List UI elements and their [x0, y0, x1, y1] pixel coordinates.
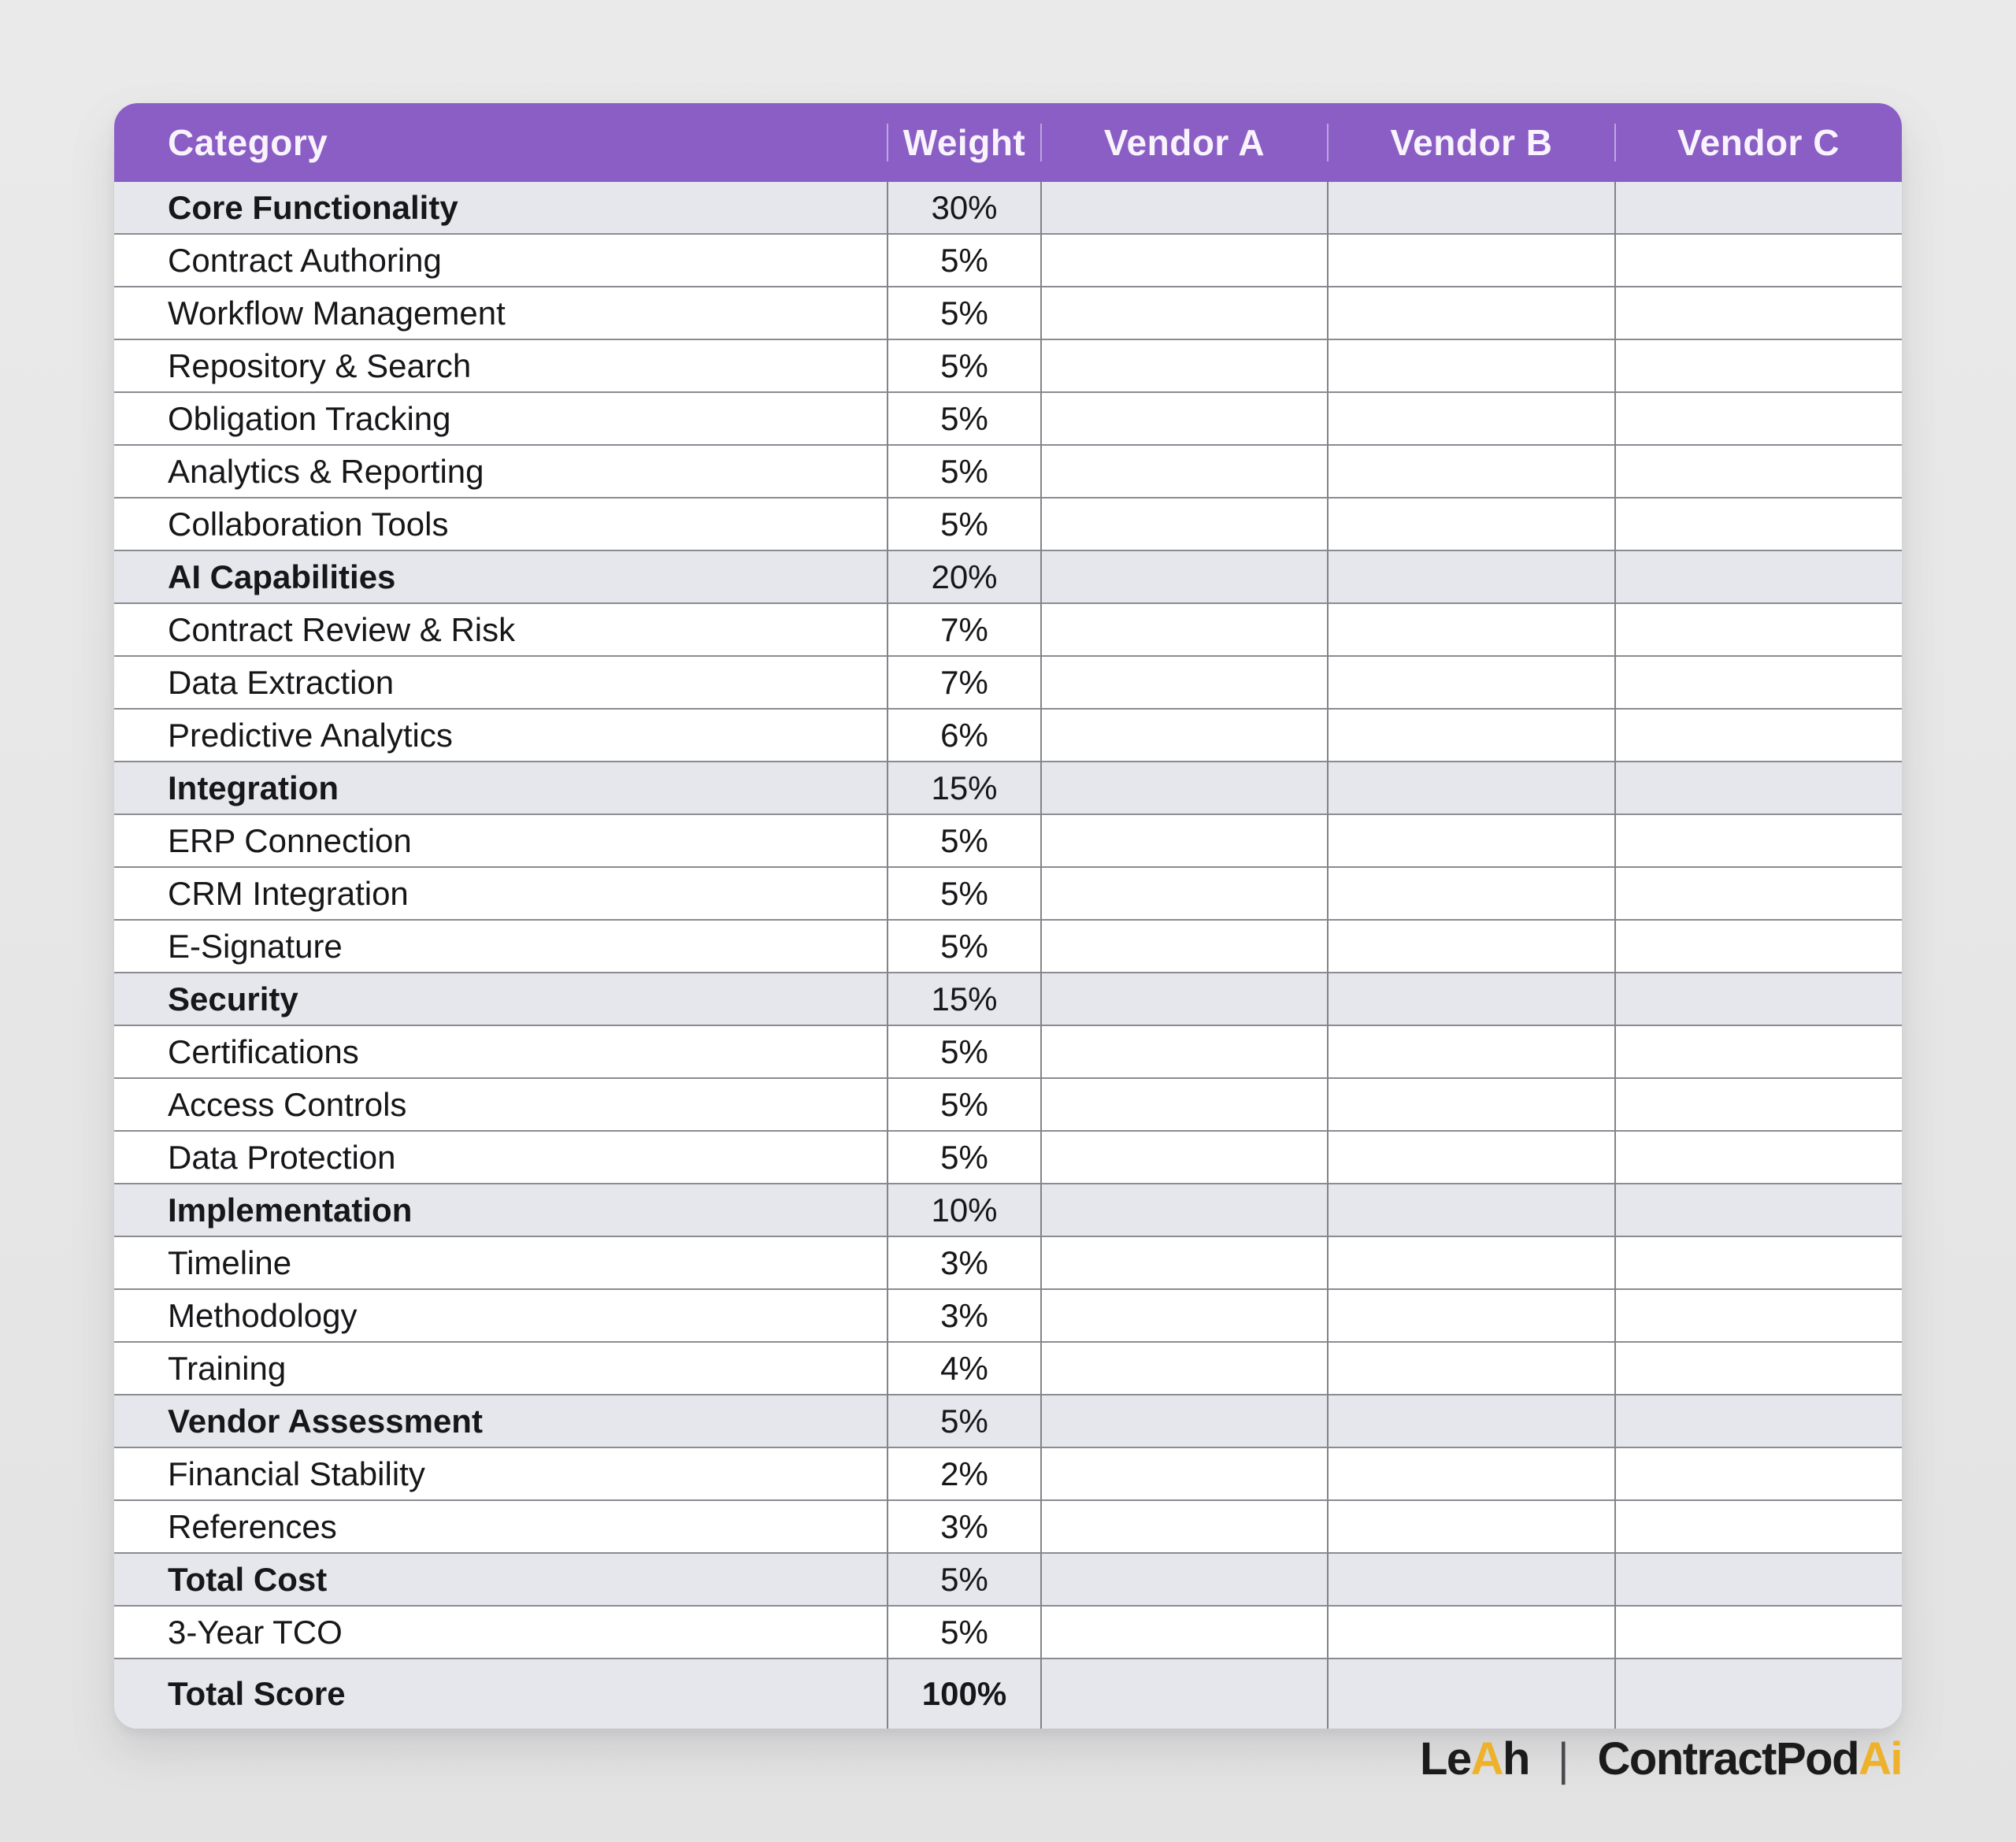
- weight-cell: 5%: [888, 814, 1041, 867]
- weight-cell: 30%: [888, 182, 1041, 234]
- weight-cell: 2%: [888, 1447, 1041, 1500]
- header-row: [114, 103, 1902, 182]
- category-cell: References: [114, 1500, 888, 1553]
- vendor-c-cell: [1615, 498, 1902, 550]
- table-row: [114, 1131, 1902, 1184]
- table-body: [114, 182, 1902, 1729]
- leah-logo-suffix: h: [1503, 1733, 1529, 1785]
- category-cell: Vendor Assessment: [114, 1395, 888, 1447]
- weight-cell: 6%: [888, 709, 1041, 762]
- vendor-b-cell: [1328, 1184, 1615, 1236]
- weight-cell: 5%: [888, 867, 1041, 920]
- column-header-weight: Weight: [888, 103, 1041, 182]
- vendor-b-cell: [1328, 1025, 1615, 1078]
- vendor-b-cell: [1328, 339, 1615, 392]
- table-row: [114, 1236, 1902, 1289]
- category-cell: CRM Integration: [114, 867, 888, 920]
- weight-cell: 5%: [888, 1553, 1041, 1606]
- weight-cell: 4%: [888, 1342, 1041, 1395]
- weight-cell: 5%: [888, 339, 1041, 392]
- category-cell: Contract Review & Risk: [114, 603, 888, 656]
- vendor-a-cell: [1041, 603, 1328, 656]
- vendor-c-cell: [1615, 392, 1902, 445]
- vendor-a-cell: [1041, 498, 1328, 550]
- section-row: [114, 1553, 1902, 1606]
- vendor-a-cell: [1041, 1553, 1328, 1606]
- vendor-b-cell: [1328, 1078, 1615, 1131]
- vendor-c-cell: [1615, 287, 1902, 339]
- category-cell: Contract Authoring: [114, 234, 888, 287]
- leah-logo: [1420, 1733, 1529, 1785]
- weight-cell: 5%: [888, 498, 1041, 550]
- vendor-c-cell: [1615, 867, 1902, 920]
- vendor-evaluation-table: [114, 103, 1902, 1729]
- vendor-a-cell: [1041, 1342, 1328, 1395]
- contractpodai-logo-accent-ai: Ai: [1858, 1733, 1902, 1785]
- column-header-category: Category: [114, 103, 888, 182]
- vendor-a-cell: [1041, 1447, 1328, 1500]
- vendor-c-cell: [1615, 1659, 1902, 1729]
- vendor-b-cell: [1328, 445, 1615, 498]
- leah-logo-prefix: Le: [1419, 1733, 1471, 1785]
- vendor-c-cell: [1615, 1078, 1902, 1131]
- table-row: [114, 656, 1902, 709]
- weight-cell: 5%: [888, 445, 1041, 498]
- category-cell: Certifications: [114, 1025, 888, 1078]
- vendor-c-cell: [1615, 814, 1902, 867]
- vendor-a-cell: [1041, 1236, 1328, 1289]
- weight-cell: 5%: [888, 234, 1041, 287]
- category-cell: Obligation Tracking: [114, 392, 888, 445]
- category-cell: Timeline: [114, 1236, 888, 1289]
- vendor-b-cell: [1328, 1131, 1615, 1184]
- vendor-c-cell: [1615, 1447, 1902, 1500]
- vendor-a-cell: [1041, 656, 1328, 709]
- vendor-a-cell: [1041, 182, 1328, 234]
- vendor-b-cell: [1328, 1395, 1615, 1447]
- vendor-c-cell: [1615, 1553, 1902, 1606]
- weight-cell: 5%: [888, 1025, 1041, 1078]
- table-row: [114, 445, 1902, 498]
- vendor-a-cell: [1041, 550, 1328, 603]
- category-cell: E-Signature: [114, 920, 888, 973]
- vendor-a-cell: [1041, 445, 1328, 498]
- table-row: [114, 867, 1902, 920]
- table-row: [114, 1289, 1902, 1342]
- section-row: [114, 1184, 1902, 1236]
- vendor-b-cell: [1328, 867, 1615, 920]
- category-cell: Total Cost: [114, 1553, 888, 1606]
- category-cell: Core Functionality: [114, 182, 888, 234]
- vendor-c-cell: [1615, 1131, 1902, 1184]
- vendor-c-cell: [1615, 550, 1902, 603]
- table-row: [114, 814, 1902, 867]
- vendor-a-cell: [1041, 1025, 1328, 1078]
- vendor-b-cell: [1328, 1342, 1615, 1395]
- category-cell: Analytics & Reporting: [114, 445, 888, 498]
- scorecard-card: [114, 103, 1902, 1729]
- category-cell: Data Protection: [114, 1131, 888, 1184]
- vendor-c-cell: [1615, 1342, 1902, 1395]
- vendor-b-cell: [1328, 182, 1615, 234]
- vendor-b-cell: [1328, 1553, 1615, 1606]
- weight-cell: 5%: [888, 1078, 1041, 1131]
- weight-cell: 20%: [888, 550, 1041, 603]
- vendor-c-cell: [1615, 762, 1902, 814]
- category-cell: Data Extraction: [114, 656, 888, 709]
- vendor-c-cell: [1615, 1025, 1902, 1078]
- section-row: [114, 182, 1902, 234]
- weight-cell: 3%: [888, 1236, 1041, 1289]
- weight-cell: 100%: [888, 1659, 1041, 1729]
- vendor-b-cell: [1328, 287, 1615, 339]
- vendor-b-cell: [1328, 920, 1615, 973]
- vendor-b-cell: [1328, 392, 1615, 445]
- weight-cell: 3%: [888, 1500, 1041, 1553]
- vendor-a-cell: [1041, 867, 1328, 920]
- table-row: [114, 339, 1902, 392]
- vendor-c-cell: [1615, 603, 1902, 656]
- vendor-b-cell: [1328, 973, 1615, 1025]
- table-header: [114, 103, 1902, 182]
- vendor-a-cell: [1041, 1500, 1328, 1553]
- category-cell: Training: [114, 1342, 888, 1395]
- footer-brand-logos: [1420, 1733, 1902, 1785]
- vendor-a-cell: [1041, 762, 1328, 814]
- weight-cell: 5%: [888, 392, 1041, 445]
- vendor-c-cell: [1615, 656, 1902, 709]
- section-row: [114, 973, 1902, 1025]
- table-row: [114, 920, 1902, 973]
- category-cell: Predictive Analytics: [114, 709, 888, 762]
- contractpodai-logo: [1598, 1733, 1903, 1785]
- weight-cell: 7%: [888, 656, 1041, 709]
- vendor-a-cell: [1041, 1131, 1328, 1184]
- weight-cell: 5%: [888, 287, 1041, 339]
- vendor-b-cell: [1328, 1289, 1615, 1342]
- logo-separator: |: [1557, 1732, 1569, 1785]
- vendor-a-cell: [1041, 814, 1328, 867]
- weight-cell: 7%: [888, 603, 1041, 656]
- vendor-b-cell: [1328, 1447, 1615, 1500]
- vendor-c-cell: [1615, 1236, 1902, 1289]
- section-row: [114, 550, 1902, 603]
- vendor-b-cell: [1328, 709, 1615, 762]
- category-cell: Repository & Search: [114, 339, 888, 392]
- vendor-c-cell: [1615, 445, 1902, 498]
- table-row: [114, 709, 1902, 762]
- vendor-b-cell: [1328, 498, 1615, 550]
- column-header-vendor-c: Vendor C: [1615, 103, 1902, 182]
- table-row: [114, 392, 1902, 445]
- vendor-c-cell: [1615, 1289, 1902, 1342]
- vendor-a-cell: [1041, 1606, 1328, 1659]
- category-cell: Methodology: [114, 1289, 888, 1342]
- vendor-c-cell: [1615, 973, 1902, 1025]
- category-cell: Access Controls: [114, 1078, 888, 1131]
- table-row: [114, 234, 1902, 287]
- vendor-b-cell: [1328, 234, 1615, 287]
- vendor-c-cell: [1615, 1184, 1902, 1236]
- vendor-a-cell: [1041, 1289, 1328, 1342]
- vendor-c-cell: [1615, 1606, 1902, 1659]
- category-cell: Workflow Management: [114, 287, 888, 339]
- vendor-a-cell: [1041, 709, 1328, 762]
- weight-cell: 15%: [888, 762, 1041, 814]
- category-cell: Financial Stability: [114, 1447, 888, 1500]
- vendor-b-cell: [1328, 1500, 1615, 1553]
- vendor-a-cell: [1041, 1659, 1328, 1729]
- table-row: [114, 498, 1902, 550]
- weight-cell: 5%: [888, 1131, 1041, 1184]
- vendor-b-cell: [1328, 1606, 1615, 1659]
- category-cell: AI Capabilities: [114, 550, 888, 603]
- table-row: [114, 287, 1902, 339]
- table-row: [114, 1025, 1902, 1078]
- vendor-c-cell: [1615, 1500, 1902, 1553]
- vendor-a-cell: [1041, 339, 1328, 392]
- category-cell: Total Score: [114, 1659, 888, 1729]
- vendor-c-cell: [1615, 234, 1902, 287]
- vendor-c-cell: [1615, 182, 1902, 234]
- category-cell: Integration: [114, 762, 888, 814]
- vendor-b-cell: [1328, 1659, 1615, 1729]
- vendor-b-cell: [1328, 603, 1615, 656]
- vendor-c-cell: [1615, 709, 1902, 762]
- vendor-b-cell: [1328, 656, 1615, 709]
- column-header-vendor-b: Vendor B: [1328, 103, 1615, 182]
- vendor-b-cell: [1328, 762, 1615, 814]
- vendor-a-cell: [1041, 234, 1328, 287]
- vendor-a-cell: [1041, 973, 1328, 1025]
- section-row: [114, 762, 1902, 814]
- vendor-b-cell: [1328, 814, 1615, 867]
- vendor-c-cell: [1615, 1395, 1902, 1447]
- weight-cell: 3%: [888, 1289, 1041, 1342]
- vendor-b-cell: [1328, 1236, 1615, 1289]
- category-cell: Security: [114, 973, 888, 1025]
- table-row: [114, 1447, 1902, 1500]
- vendor-a-cell: [1041, 920, 1328, 973]
- table-row: [114, 1606, 1902, 1659]
- category-cell: 3-Year TCO: [114, 1606, 888, 1659]
- section-row: [114, 1395, 1902, 1447]
- vendor-a-cell: [1041, 1395, 1328, 1447]
- weight-cell: 5%: [888, 1395, 1041, 1447]
- contractpodai-logo-name: ContractPod: [1597, 1733, 1858, 1785]
- vendor-b-cell: [1328, 550, 1615, 603]
- column-header-vendor-a: Vendor A: [1041, 103, 1328, 182]
- leah-logo-accent-a: A: [1470, 1733, 1503, 1785]
- weight-cell: 5%: [888, 1606, 1041, 1659]
- vendor-c-cell: [1615, 920, 1902, 973]
- vendor-a-cell: [1041, 1184, 1328, 1236]
- weight-cell: 15%: [888, 973, 1041, 1025]
- table-row: [114, 1500, 1902, 1553]
- vendor-a-cell: [1041, 1078, 1328, 1131]
- table-row: [114, 1342, 1902, 1395]
- table-row: [114, 1078, 1902, 1131]
- vendor-a-cell: [1041, 287, 1328, 339]
- weight-cell: 10%: [888, 1184, 1041, 1236]
- category-cell: Collaboration Tools: [114, 498, 888, 550]
- category-cell: ERP Connection: [114, 814, 888, 867]
- vendor-a-cell: [1041, 392, 1328, 445]
- vendor-c-cell: [1615, 339, 1902, 392]
- category-cell: Implementation: [114, 1184, 888, 1236]
- table-row: [114, 603, 1902, 656]
- weight-cell: 5%: [888, 920, 1041, 973]
- total-score-row: [114, 1659, 1902, 1729]
